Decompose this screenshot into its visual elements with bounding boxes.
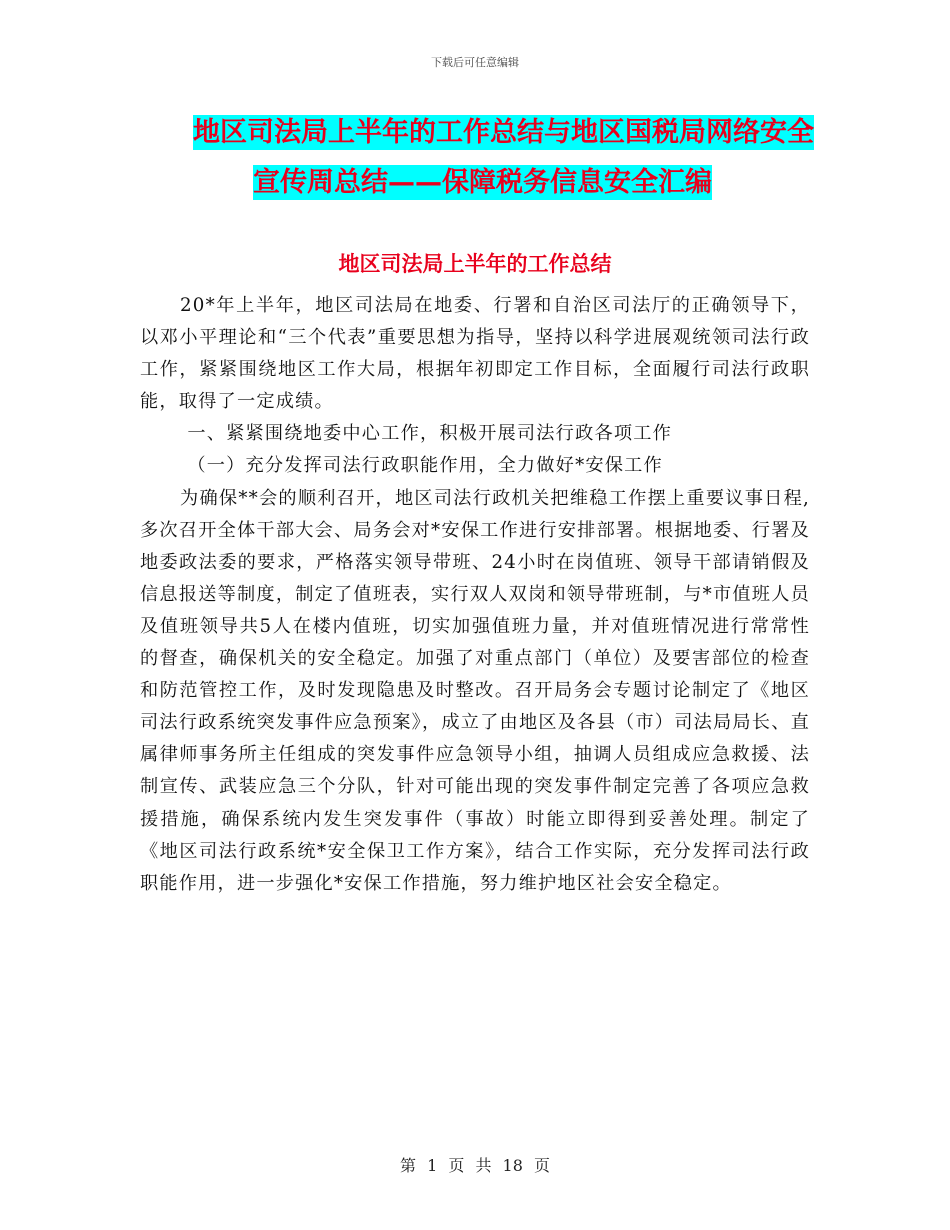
header-note: 下载后可任意编辑 <box>431 56 519 69</box>
heading-level1: 一、紧紧围绕地委中心工作，积极开展司法行政各项工作 <box>187 423 673 445</box>
body-text <box>140 290 810 900</box>
page-footer: 第 1 页 共 18 页 <box>400 1156 550 1175</box>
heading-level2: （一）充分发挥司法行政职能作用，全力做好*安保工作 <box>187 455 663 477</box>
paragraph: 20*年上半年，地区司法局在地委、行署和自治区司法厅的正确领导下，以邓小平理论和“三个代表”重要思想为指导，坚持以科学进展观统领司法行政工作，紧紧围绕地区工作大局，根据年初即定工作目标，全面履行司法行政职能，取得了一定成绩。 <box>140 295 810 413</box>
main-title <box>130 108 830 208</box>
paragraph: 为确保**会的顺利召开，地区司法行政机关把维稳工作摆上重要议事日程,多次召开全体干部大会、局务会对*安保工作进行安排部署。根据地委、行署及地委政法委的要求，严格落实领导带班、24小时在岗值班、领导干部请销假及信息报送等制度，制定了值班表，实行双人双岗和领导带班制，与*市值班人员及值班领导共5人在楼内值班，切实加强值班力量，并对值班情况进行常常性的督查，确保机关的安全稳定。加强了对重点部门（单位）及要害部位的检查和防范管控工作，及时发现隐患及时整改。召开局务会专题讨论制定了《地区司法行政系统突发事件应急预案》，成立了由地区及各县（市）司法局局长、直属律师事务所主任组成的突发事件应急领导小组，抽调人员组成应急救援、法制宣传、武装应急三个分队，针对可能出现的突发事件制定完善了各项应急救援措施，确保系统内发生突发事件（事故）时能立即得到妥善处理。制定了《地区司法行政系统*安全保卫工作方案》，结合工作实际，充分发挥司法行政职能作用，进一步强化*安保工作措施，努力维护地区社会安全稳定。 <box>140 487 810 894</box>
section-title: 地区司法局上半年的工作总结 <box>338 252 612 276</box>
main-title-line2: 宣传周总结——保障税务信息安全汇编 <box>253 167 712 198</box>
main-title-line1: 地区司法局上半年的工作总结与地区国税局网络安全 <box>193 117 814 148</box>
